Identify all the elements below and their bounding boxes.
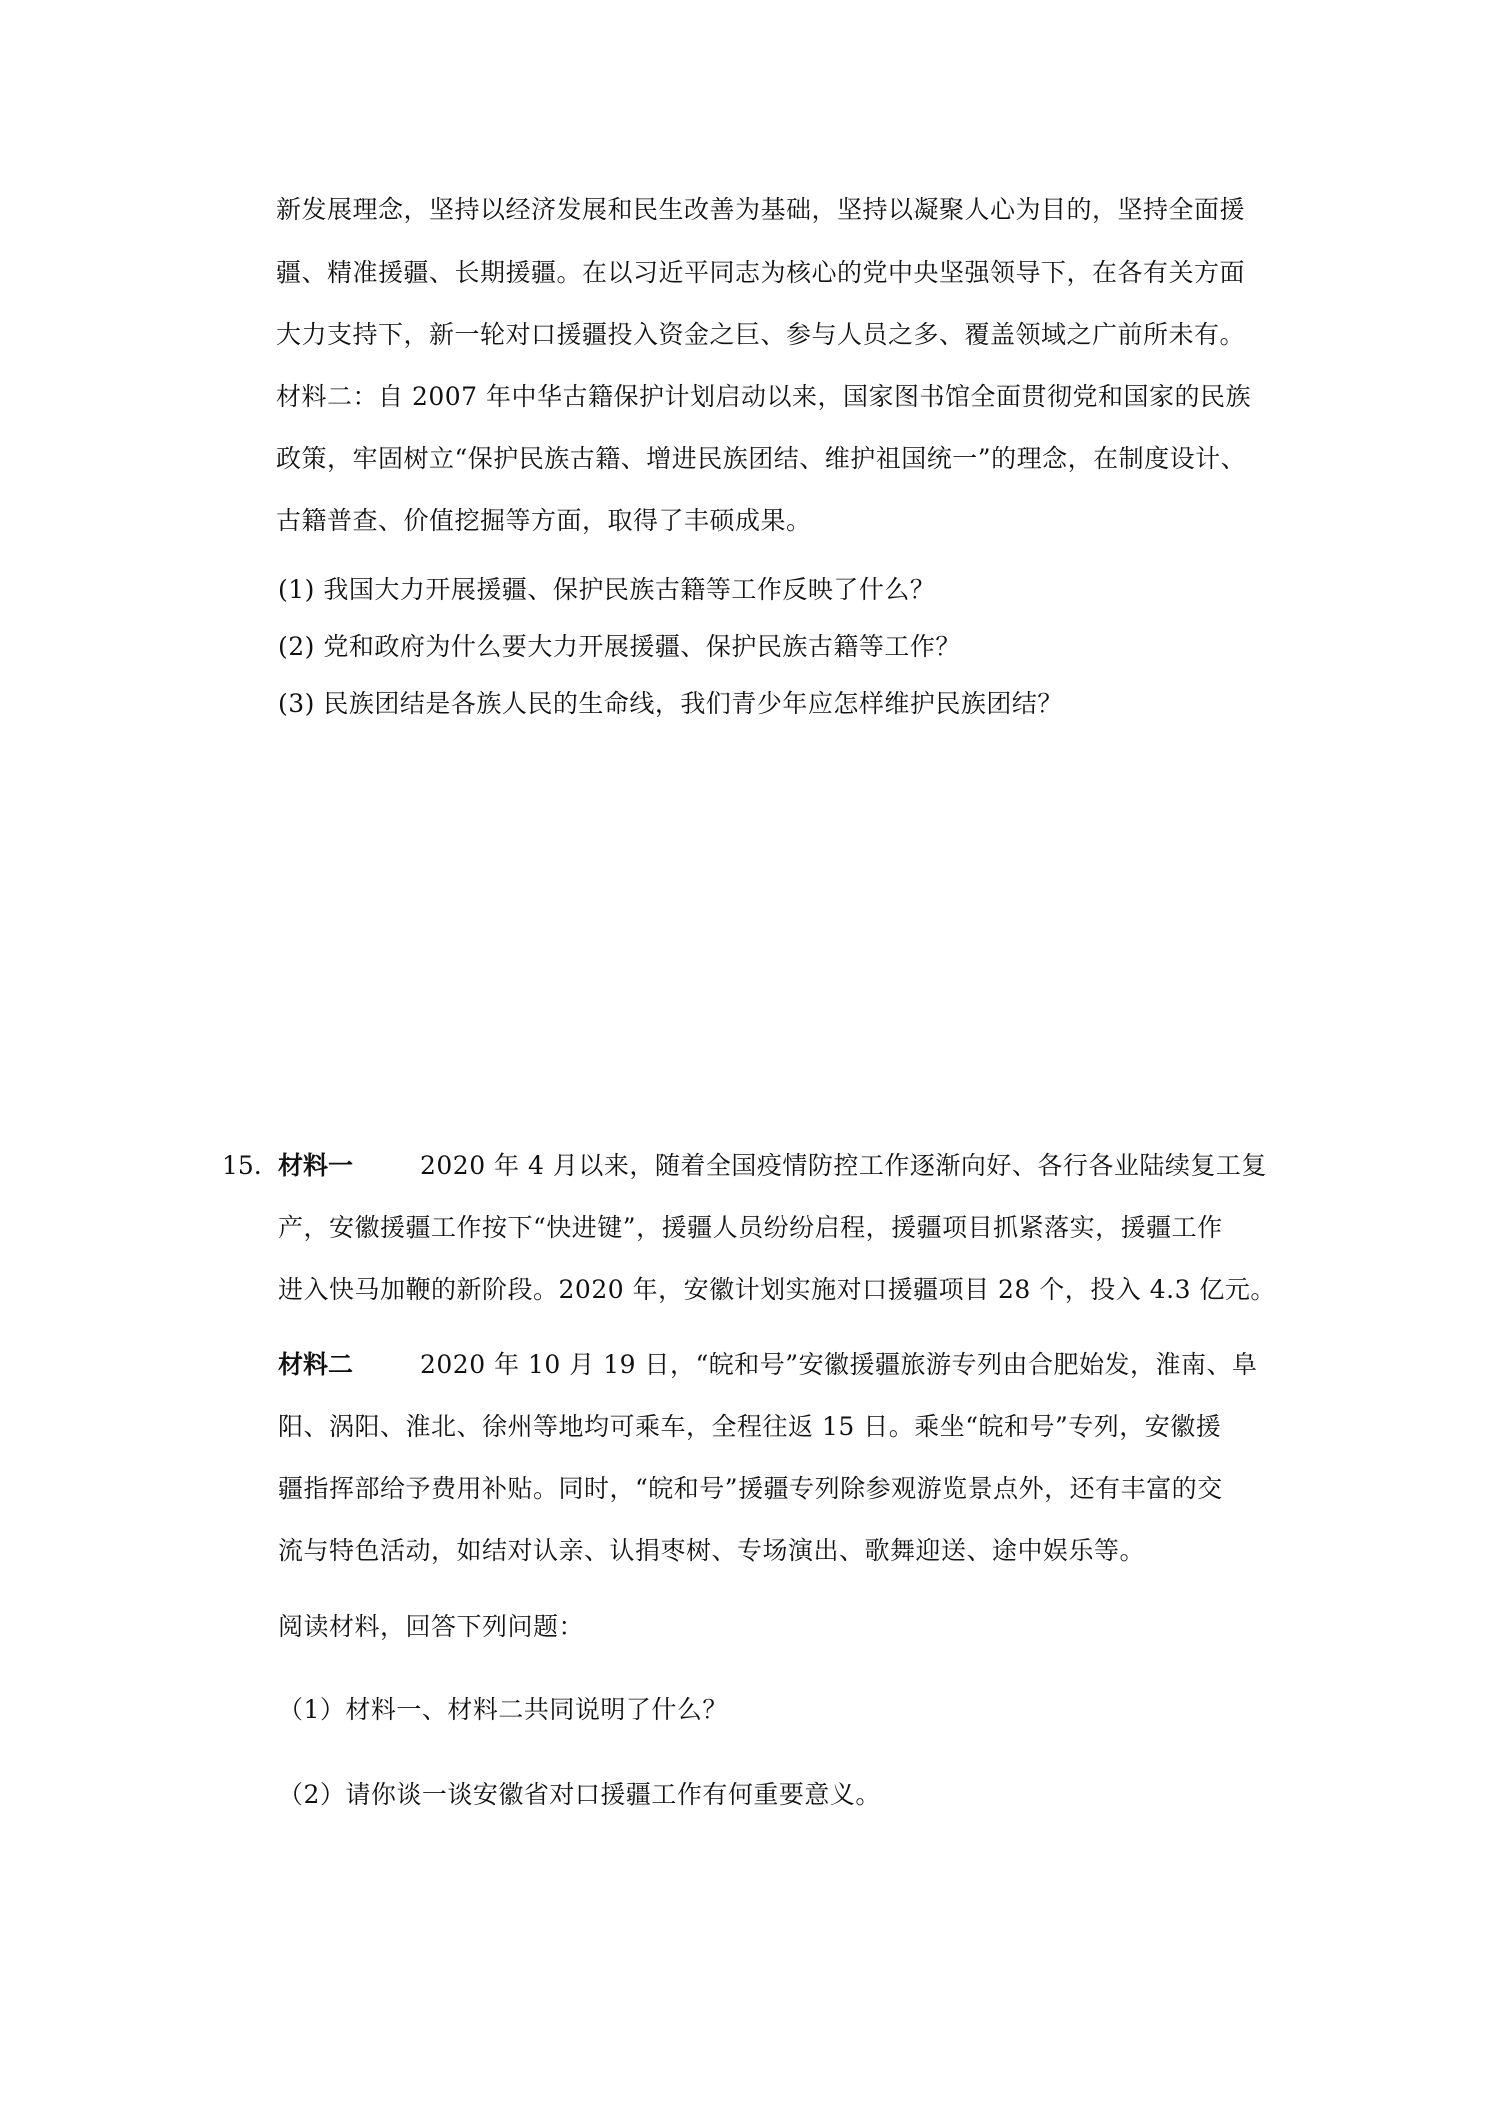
- material-label: 材料一: [278, 1151, 354, 1180]
- sub-question: （1）材料一、材料二共同说明了什么？: [278, 1695, 728, 1724]
- material-text-line: 产，安徽援疆工作按下“快进键”，援疆人员纷纷启程，援疆项目抓紧落实，援疆工作: [278, 1213, 1223, 1242]
- body-text-line: 古籍普查、价值挖掘等方面，取得了丰硕成果。: [276, 506, 812, 535]
- sub-question: (2) 党和政府为什么要大力开展援疆、保护民族古籍等工作？: [278, 632, 961, 661]
- body-text-line: 疆、精准援疆、长期援疆。在以习近平同志为核心的党中央坚强领导下，在各有关方面: [276, 258, 1246, 287]
- body-text-line: 政策，牢固树立“保护民族古籍、增进民族团结、维护祖国统一”的理念，在制度设计、: [276, 444, 1247, 473]
- material-text-line: 阳、涡阳、淮北、徐州等地均可乘车，全程往返 15 日。乘坐“皖和号”专列，安徽援: [278, 1412, 1222, 1441]
- material-text-line: 疆指挥部给予费用补贴。同时，“皖和号”援疆专列除参观游览景点外，还有丰富的交: [278, 1474, 1223, 1503]
- body-text-line: 材料二：自 2007 年中华古籍保护计划启动以来，国家图书馆全面贯彻党和国家的民族: [276, 382, 1252, 411]
- body-text-line: 大力支持下，新一轮对口援疆投入资金之巨、参与人员之多、覆盖领域之广前所未有。: [276, 320, 1246, 349]
- instruction-text: 阅读材料，回答下列问题：: [278, 1612, 585, 1641]
- sub-question: (1) 我国大力开展援疆、保护民族古籍等工作反映了什么？: [278, 575, 936, 604]
- material-text-line: 进入快马加鞭的新阶段。2020 年，安徽计划实施对口援疆项目 28 个，投入 4.3 亿元。: [278, 1275, 1276, 1304]
- material-text-line: 流与特色活动，如结对认亲、认捐枣树、专场演出、歌舞迎送、途中娱乐等。: [278, 1536, 1146, 1565]
- sub-question: （2）请你谈一谈安徽省对口援疆工作有何重要意义。: [278, 1780, 881, 1809]
- material-label: 材料二: [278, 1350, 354, 1379]
- material-text-line: 2020 年 4 月以来，随着全国疫情防控工作逐渐向好、各行各业陆续复工复: [420, 1151, 1267, 1180]
- material-text-line: 2020 年 10 月 19 日，“皖和号”安徽援疆旅游专列由合肥始发，淮南、阜: [420, 1350, 1258, 1379]
- question-number: 15.: [222, 1151, 262, 1180]
- body-text-line: 新发展理念，坚持以经济发展和民生改善为基础，坚持以凝聚人心为目的，坚持全面援: [276, 195, 1246, 224]
- sub-question: (3) 民族团结是各族人民的生命线，我们青少年应怎样维护民族团结？: [278, 689, 1063, 718]
